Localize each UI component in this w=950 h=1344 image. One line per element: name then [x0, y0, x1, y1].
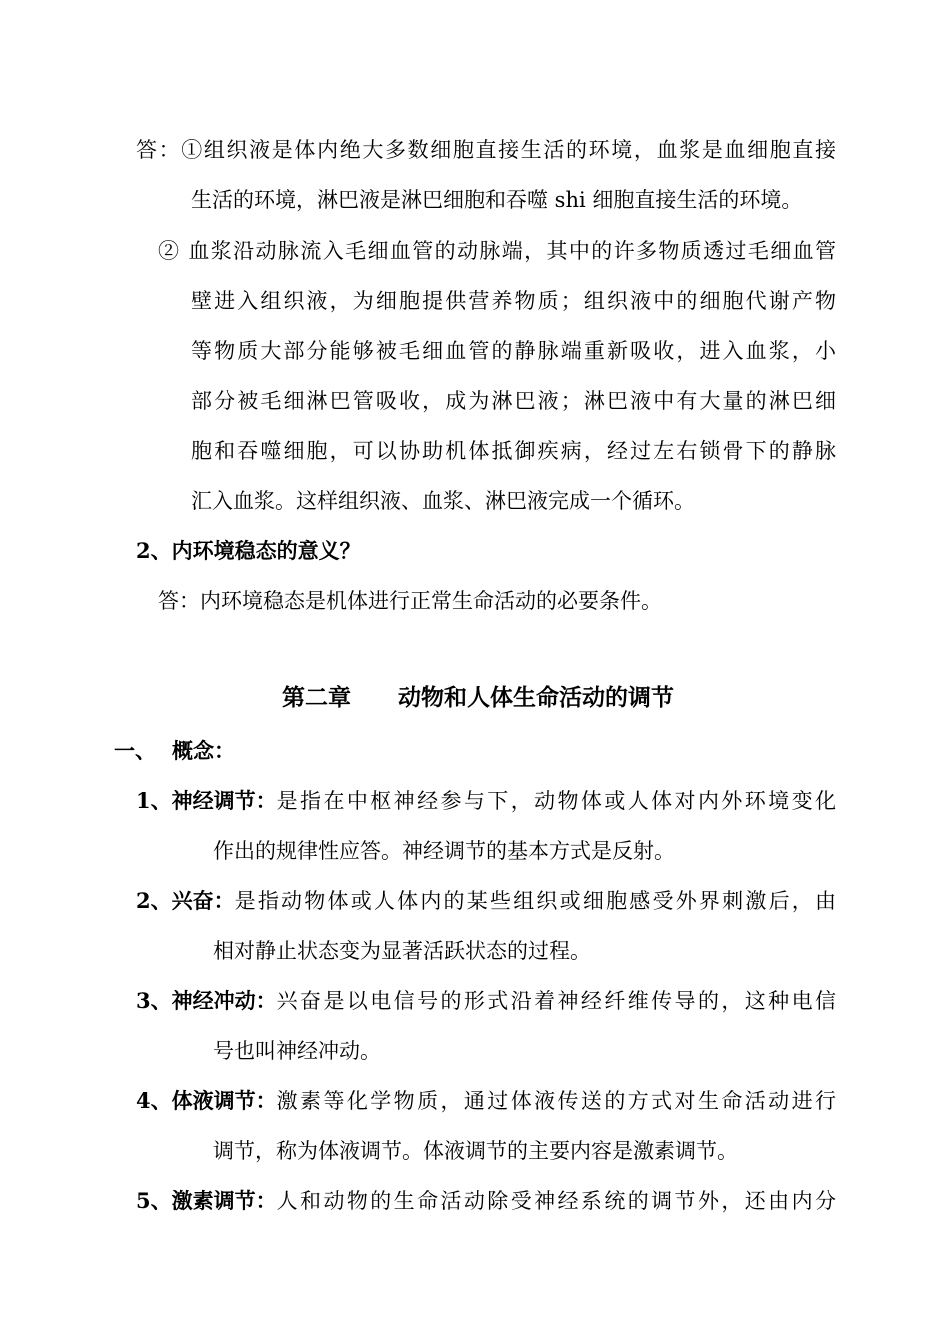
- answer-1-line-1: 答：①组织液是体内绝大多数细胞直接生活的环境，血浆是血细胞直接: [136, 138, 836, 162]
- concept-2-term: 2、兴奋：: [136, 888, 235, 913]
- concept-2-line-2: 相对静止状态变为显著活跃状态的过程。: [213, 939, 591, 963]
- concept-2-row: [136, 886, 836, 916]
- concept-4-term: 4、体液调节：: [136, 1088, 277, 1113]
- concept-2-line-1: 是指动物体或人体内的某些组织或细胞感受外界刺激后，由: [234, 889, 836, 913]
- concept-5-term: 5、激素调节：: [136, 1188, 277, 1213]
- concept-3-row: [136, 986, 836, 1016]
- concept-5-line-1: 人和动物的生命活动除受神经系统的调节外，还由内分: [276, 1189, 836, 1213]
- concept-1-row: [136, 786, 836, 816]
- concept-4-row: [136, 1086, 836, 1116]
- question-2-answer: 答：内环境稳态是机体进行正常生命活动的必要条件。: [158, 589, 662, 613]
- concept-1-line-2: 作出的规律性应答。神经调节的基本方式是反射。: [213, 839, 675, 863]
- answer-1-line-5: 等物质大部分能够被毛细血管的静脉端重新吸收，进入血浆，小: [191, 339, 836, 363]
- concept-3-line-1: 兴奋是以电信号的形式沿着神经纤维传导的，这种电信: [276, 989, 836, 1013]
- concept-1-term: 1、神经调节：: [136, 788, 277, 813]
- answer-1-line-2: 生活的环境，淋巴液是淋巴细胞和吞噬 shi 细胞直接生活的环境。: [191, 188, 803, 212]
- answer-1-line-3: ② 血浆沿动脉流入毛细血管的动脉端，其中的许多物质透过毛细血管: [158, 239, 836, 263]
- concept-4-line-2: 调节，称为体液调节。体液调节的主要内容是激素调节。: [213, 1139, 738, 1163]
- answer-1-line-8: 汇入血浆。这样组织液、血浆、淋巴液完成一个循环。: [191, 489, 695, 513]
- question-2-heading: 2、内环境稳态的意义？: [136, 538, 361, 563]
- concept-5-row: [136, 1186, 836, 1216]
- concept-3-line-2: 号也叫神经冲动。: [213, 1039, 381, 1063]
- concept-3-term: 3、神经冲动：: [136, 988, 277, 1013]
- section-title: 概念：: [172, 738, 235, 763]
- answer-1-line-7: 胞和吞噬细胞，可以协助机体抵御疾病，经过左右锁骨下的静脉: [191, 439, 836, 463]
- answer-1-line-6: 部分被毛细淋巴管吸收，成为淋巴液；淋巴液中有大量的淋巴细: [191, 389, 836, 413]
- section-label: 一、: [114, 738, 156, 763]
- chapter-number: 第二章: [282, 684, 351, 711]
- answer-1-line-4: 壁进入组织液，为细胞提供营养物质；组织液中的细胞代谢产物: [191, 289, 836, 313]
- concept-4-line-1: 激素等化学物质，通过体液传送的方式对生命活动进行: [276, 1089, 836, 1113]
- concept-1-line-1: 是指在中枢神经参与下，动物体或人体对内外环境变化: [276, 789, 836, 813]
- chapter-title: 动物和人体生命活动的调节: [398, 684, 674, 711]
